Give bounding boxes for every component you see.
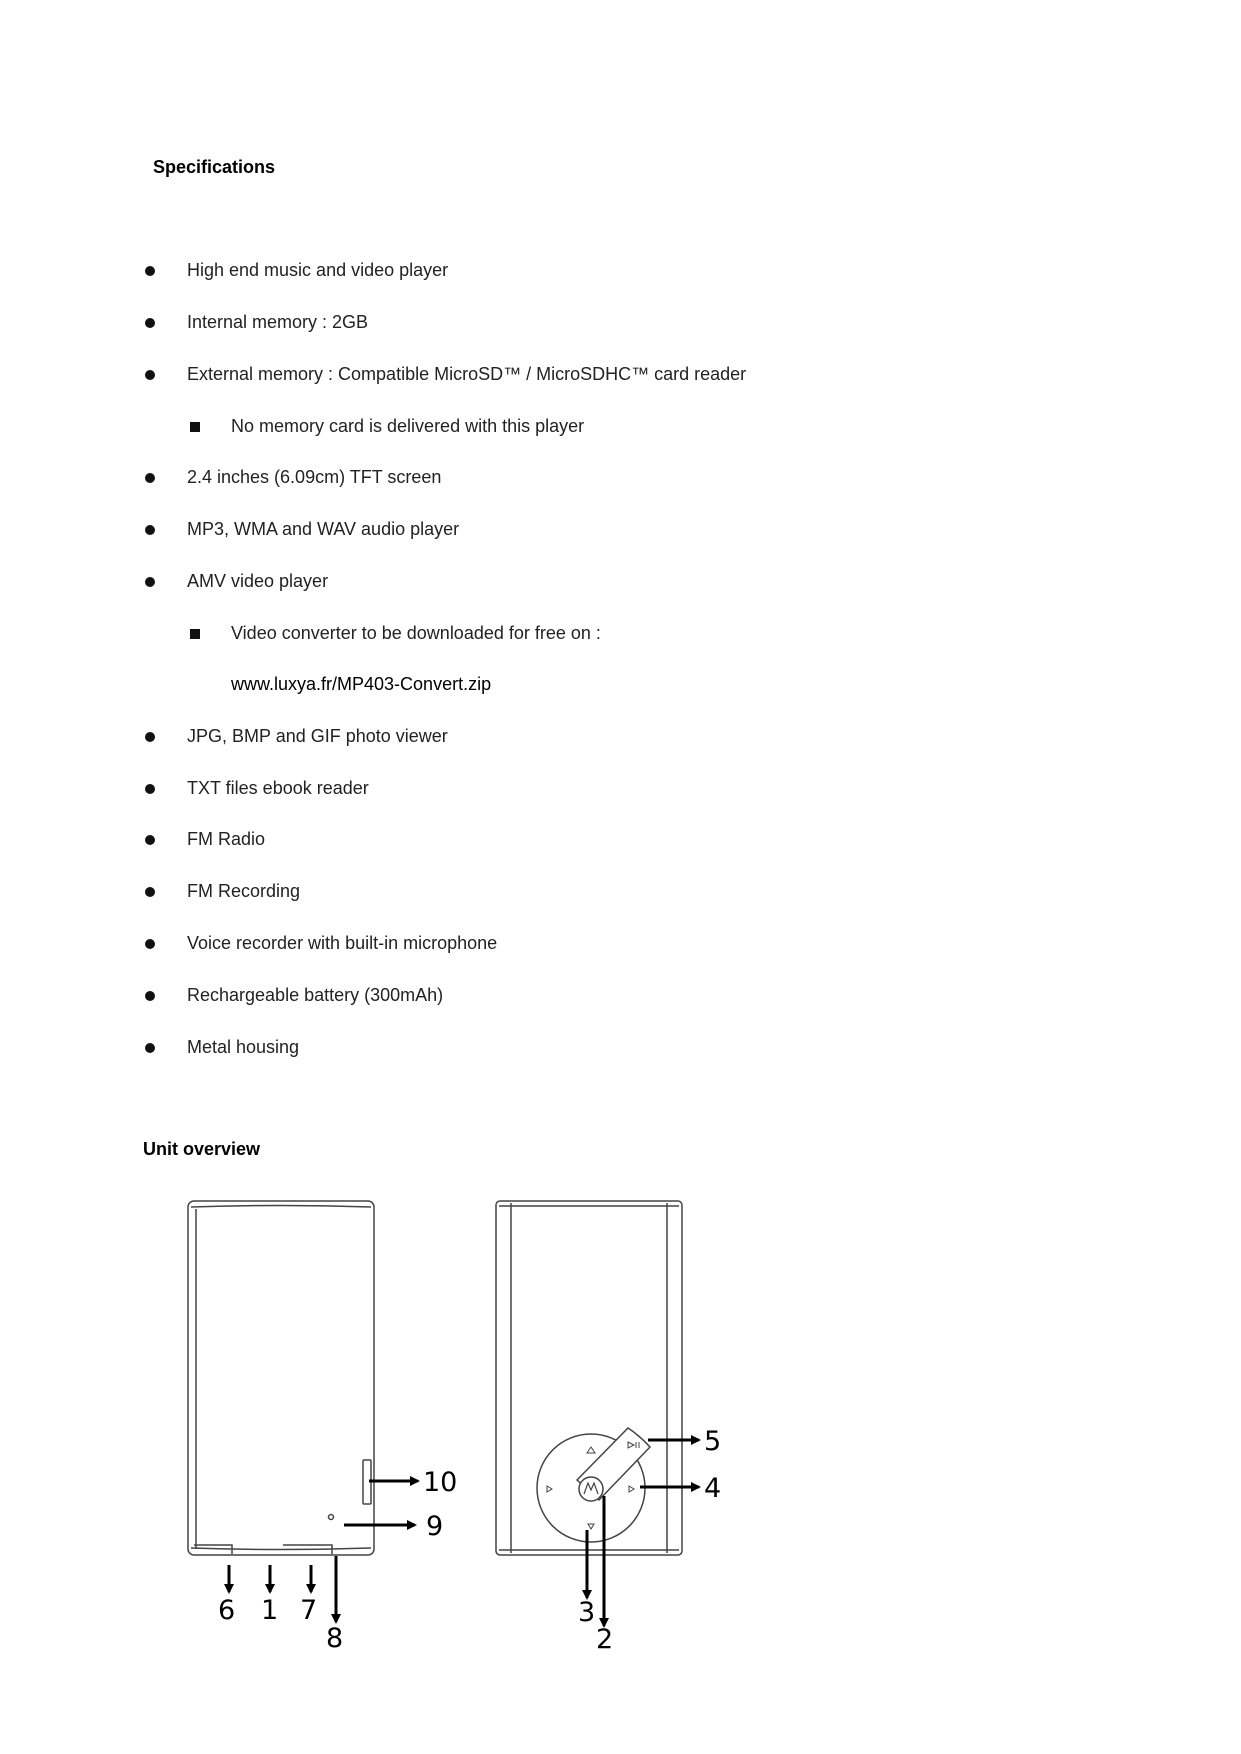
control-wheel [537,1428,650,1542]
spec-item-text: High end music and video player [187,260,449,280]
spec-item-text: 2.4 inches (6.09cm) TFT screen [187,467,442,487]
spec-item-text: Rechargeable battery (300mAh) [187,985,444,1005]
label-8: 8 [326,1623,344,1654]
spec-subitem-text: No memory card is delivered with this player [231,416,585,436]
label-2: 2 [596,1624,614,1655]
spec-item-text: TXT files ebook reader [187,778,369,798]
device-back-view [496,1201,682,1555]
spec-item-text: JPG, BMP and GIF photo viewer [187,726,448,746]
spec-item-text: FM Radio [187,829,266,849]
spec-item-text: Internal memory : 2GB [187,312,369,332]
label-1: 1 [261,1595,279,1626]
device-side-view [188,1201,374,1555]
spec-item-text: Metal housing [187,1037,300,1057]
converter-download-link[interactable]: www.luxya.fr/MP403-Convert.zip [231,674,492,694]
label-7: 7 [300,1595,318,1626]
spec-item-text: FM Recording [187,881,301,901]
label-4: 4 [704,1473,722,1504]
spec-subitem-text: Video converter to be downloaded for free on : [231,623,601,643]
spec-item-text: Voice recorder with built-in microphone [187,933,498,953]
label-6: 6 [218,1595,236,1626]
spec-item-text: External memory : Compatible MicroSD™ / MicroSDHC™ card reader [187,364,747,384]
spec-item-text: AMV video player [187,571,329,591]
label-10: 10 [423,1467,458,1498]
specifications-heading: Specifications [153,157,276,177]
spec-item-text: MP3, WMA and WAV audio player [187,519,460,539]
label-3: 3 [578,1597,596,1628]
unit-overview-heading: Unit overview [143,1139,261,1159]
label-5: 5 [704,1426,722,1457]
label-9: 9 [426,1511,444,1542]
